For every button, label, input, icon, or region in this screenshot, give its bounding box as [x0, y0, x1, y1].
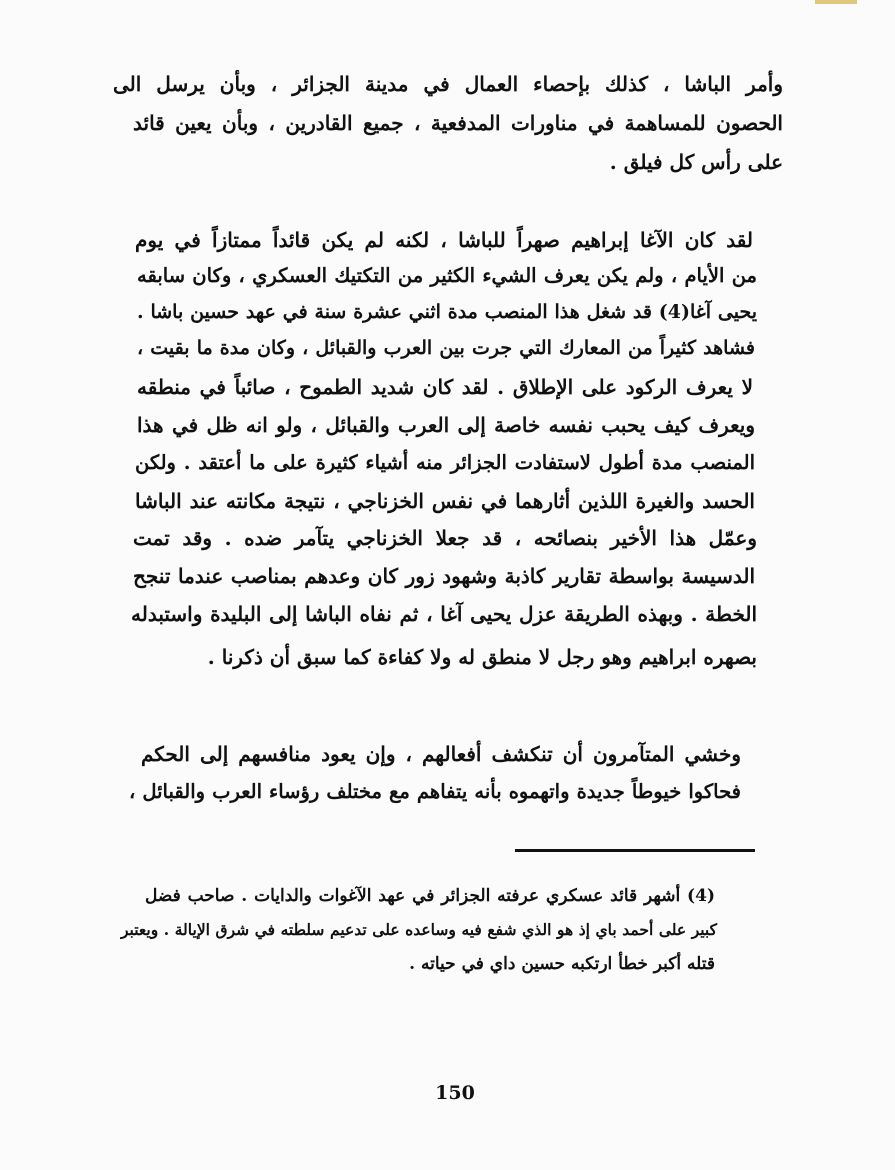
paragraph-2-line-1: لقد كان الآغا إبراهيم صهراً للباشا ، لكنه لم يكن قائداً ممتازاً في يوم	[135, 228, 753, 252]
paragraph-3-line-1: وخشي المتآمرون أن تنكشف أفعالهم ، وإن يعود منافسهم إلى الحكم	[141, 742, 741, 766]
paragraph-1-line-1: وأمر الباشا ، كذلك بإحصاء العمال في مدينة الجزائر ، وبأن يرسل الى	[113, 72, 783, 96]
scan-edge-mark	[815, 0, 857, 4]
page-number: 150	[435, 1082, 475, 1104]
paragraph-2-line-6: ويعرف كيف يحبب نفسه خاصة إلى العرب والقبائل ، ولو انه ظل في هذا	[137, 413, 755, 437]
footnote-line-1: (4) أشهر قائد عسكري عرفته الجزائر في عهد الآغوات والدايات . صاحب فضل	[145, 886, 715, 906]
paragraph-2-line-3: يحيى آغا(4) قد شغل هذا المنصب مدة اثني عشرة سنة في عهد حسين باشا .	[137, 301, 757, 323]
paragraph-1-line-3: على رأس كل فيلق .	[609, 150, 783, 174]
footnote-line-2: كبير على أحمد باي إذ هو الذي شفع فيه وساعده على تدعيم سلطته في شرق الإيالة . ويعتبر	[121, 920, 717, 939]
paragraph-2-line-8: الحسد والغيرة اللذين أثارهما في نفس الخزناجي ، نتيجة مكانته عند الباشا	[135, 489, 755, 513]
paragraph-3-line-2: فحاكوا خيوطاً جديدة واتهموه بأنه يتفاهم مع مختلف رؤساء العرب والقبائل ،	[129, 780, 741, 803]
paragraph-2-line-9: وعمّل هذا الأخير بنصائحه ، قد جعلا الخزناجي يتآمر ضده . وقد تمت	[133, 526, 757, 550]
paragraph-1-line-2: الحصون للمساهمة في مناورات المدفعية ، جميع القادرين ، وبأن يعين قائد	[133, 111, 783, 135]
footnote-separator	[515, 849, 755, 852]
paragraph-2-line-4: فشاهد كثيراً من المعارك التي جرت بين العرب والقبائل ، وكان مدة ما بقيت ،	[137, 337, 755, 359]
paragraph-2-line-5: لا يعرف الركود على الإطلاق . لقد كان شديد الطموح ، صائباً في منطقه	[137, 375, 753, 399]
footnote-line-3: قتله أكبر خطأ ارتكبه حسين داي في حياته .	[409, 954, 715, 974]
paragraph-2-line-2: من الأيام ، ولم يكن يعرف الشيء الكثير من التكتيك العسكري ، وكان سابقه	[137, 264, 757, 287]
paragraph-2-line-11: الخطة . وبهذه الطريقة عزل يحيى آغا ، ثم نفاه الباشا إلى البليدة واستبدله	[131, 602, 758, 626]
paragraph-2-line-7: المنصب مدة أطول لاستفادت الجزائر منه أشياء كثيرة على ما أعتقد . ولكن	[135, 451, 755, 474]
paragraph-2-line-12: بصهره ابراهيم وهو رجل لا منطق له ولا كفاءة كما سبق أن ذكرنا .	[207, 645, 757, 669]
paragraph-2-line-10: الدسيسة بواسطة تقارير كاذبة وشهود زور كان وعدهم بمناصب عندما تنجح	[133, 564, 755, 588]
